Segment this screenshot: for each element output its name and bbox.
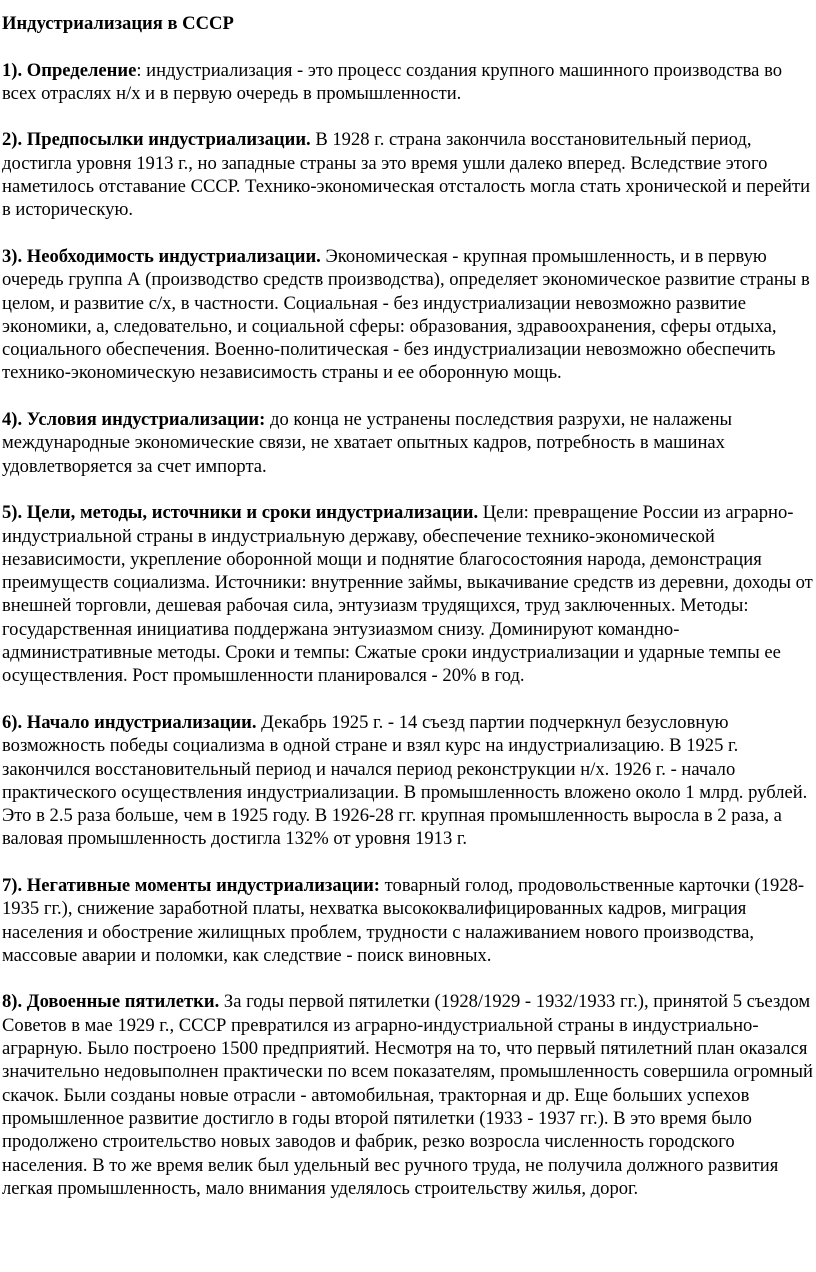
section-heading: 3). Необходимость индустриализации. <box>2 245 321 267</box>
section-prewar-five-year-plans <box>2 990 814 1200</box>
section-heading: 1). Определение <box>2 59 137 81</box>
section-necessity <box>2 245 814 385</box>
section-definition <box>2 59 814 106</box>
section-text: товарный голод, продовольственные карточки (1928-1935 гг.), снижение заработной платы, нехватка высококвалифицированных кадров, миграция населения и обострение жилищных проблем, трудности с налаживанием нового производства, массовые аварии и поломки, как следствие - поиск виновных. <box>2 874 805 966</box>
section-heading: 5). Цели, методы, источники и сроки индустриализации. <box>2 502 479 524</box>
section-prerequisites <box>2 128 814 221</box>
section-goals-methods <box>2 501 814 687</box>
section-text: В 1928 г. страна закончила восстановительный период, достигла уровня 1913 г., но западные страны за это время ушли далеко вперед. Вследствие этого наметилось отставание СССР. Технико-экономическая отсталость могла стать хронической и перейти в историческую. <box>2 129 811 221</box>
section-heading: 6). Начало индустриализации. <box>2 711 257 733</box>
section-text: Цели: превращение России из аграрно-индустриальной страны в индустриальную державу, обеспечение технико-экономической независимости, укрепление оборонной мощи и поднятие благосостояния народа, демонстрация преимуществ социализма. Источники: внутренние займы, выкачивание средств из деревни, доходы от внешней торговли, дешевая рабочая сила, энтузиазм трудящихся, труд заключенных. Методы: государственная инициатива поддержана энтузиазмом снизу. Доминируют командно-административные методы. Сроки и темпы: Сжатые сроки индустриализации и ударные темпы ее осуществления. Рост промышленности планировался - 20% в год. <box>2 502 813 687</box>
document-title: Индустриализация в СССР <box>2 13 234 34</box>
section-text: : индустриализация - это процесс создания крупного машинного производства во всех отраслях н/х и в первую очередь в промышленности. <box>2 59 783 104</box>
section-text: Экономическая - крупная промышленность, и в первую очередь группа А (производство средств производства), определяет экономическое развитие страны в целом, и развитие с/х, в частности. Социальная - без индустриализации невозможно развитие экономики, а, следовательно, и социальной сферы: образования, здравоохранения, сферы отдыха, социального обеспечения. Военно-политическая - без индустриализации невозможно обеспечить технико-экономическую независимость страны и ее оборонную мощь. <box>2 245 810 384</box>
section-conditions <box>2 408 814 478</box>
section-heading: 7). Негативные моменты индустриализации: <box>2 874 381 896</box>
section-negative-aspects <box>2 874 814 967</box>
section-beginning <box>2 711 814 851</box>
section-heading: 8). Довоенные пятилетки. <box>2 991 220 1013</box>
section-text: до конца не устранены последствия разрухи, не налажены международные экономические связи, не хватает опытных кадров, потребность в машинах удовлетворяется за счет импорта. <box>2 409 733 477</box>
section-heading: 4). Условия индустриализации: <box>2 409 266 431</box>
section-text: За годы первой пятилетки (1928/1929 - 1932/1933 гг.), принятой 5 съездом Советов в мае 1929 г., СССР превратился из аграрно-индустриальной страны в индустриально-аграрную. Было построено 1500 предприятий. Несмотря на то, что первый пятилетний план оказался значительно недовыполнен практически по всем показателям, промышленность совершила огромный скачок. Были созданы новые отрасли - автомобильная, тракторная и др. Еще больших успехов промышленное развитие достигло в годы второй пятилетки (1933 - 1937 гг.). В это время было продолжено строительство новых заводов и фабрик, резко возросла численность городского населения. В то же время велик был удельный вес ручного труда, не получила должного развития легкая промышленность, мало внимания уделялось строительству жилья, дорог. <box>2 991 813 1199</box>
section-text: Декабрь 1925 г. - 14 съезд партии подчеркнул безусловную возможность победы социализма в одной стране и взял курс на индустриализацию. В 1925 г. закончился восстановительный период и начался период реконструкции н/х. 1926 г. - начало практического осуществления индустриализации. В промышленность вложено около 1 млрд. рублей. Это в 2.5 раза больше, чем в 1925 году. В 1926-28 гг. крупная промышленность выросла в 2 раза, а валовая промышленность достигла 132% от уровня 1913 г. <box>2 711 808 850</box>
section-heading: 2). Предпосылки индустриализации. <box>2 129 311 151</box>
document-page <box>2 12 814 1200</box>
